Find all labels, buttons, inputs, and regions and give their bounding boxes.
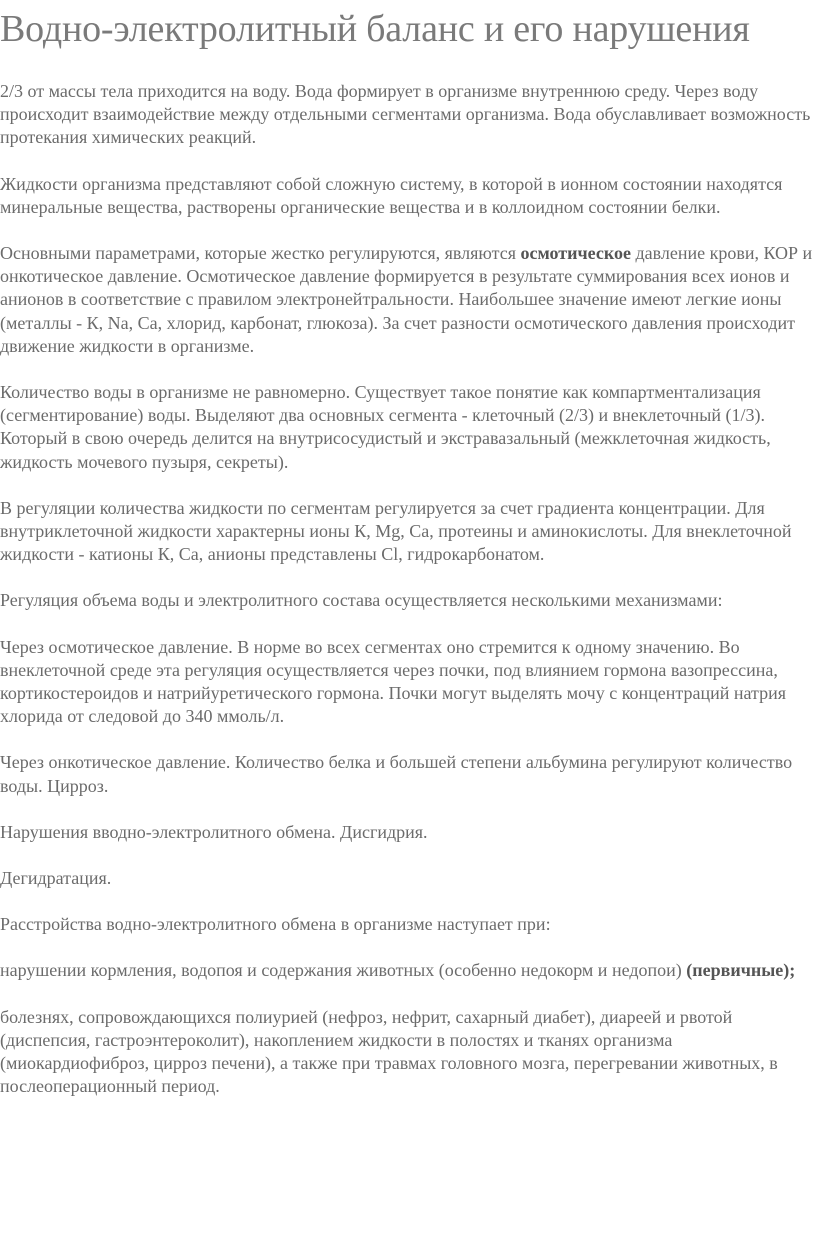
paragraph	[0, 1006, 816, 1099]
paragraph	[0, 242, 816, 358]
paragraph-text: Расстройства водно-электролитного обмена в организме наступает при:	[0, 914, 551, 935]
paragraph	[0, 821, 816, 844]
paragraph-text: Нарушения вводно-электролитного обмена. Дисгидрия.	[0, 821, 428, 842]
paragraph	[0, 173, 816, 219]
paragraph	[0, 959, 816, 982]
paragraph	[0, 913, 816, 936]
paragraph-text: Через осмотическое давление. В норме во всех сегментах оно стремится к одному значению. Во внеклеточной среде эта регуляция осуществляется через почки, под влиянием гормона вазопрессина, кортикостероидов и натрийуретического гормона. Почки могут выделять мочу с концентраций натрия хлорида от следовой до 340 ммоль/л.	[0, 636, 787, 727]
paragraph-text: Количество воды в организме не равномерно. Существует такое понятие как компартментализация (сегментирование) воды. Выделяют два основных сегмента - клеточный (2/3) и внеклеточный (1/3). Который в свою очередь делится на внутрисосудистый и экстравазальный (межклеточная жидкость, жидкость мочевого пузыря, секреты).	[0, 382, 771, 472]
paragraph-text: Регуляция объема воды и электролитного состава осуществляется несколькими механизмами:	[0, 590, 723, 611]
paragraph	[0, 636, 816, 729]
paragraph-text: Через онкотическое давление. Количество белка и большей степени альбумина регулируют количество воды. Цирроз.	[0, 752, 793, 796]
paragraph	[0, 589, 816, 612]
paragraph-text: В регуляции количества жидкости по сегментам регулируется за счет градиента концентрации. Для внутриклеточной жидкости характерны ионы К, Mg, Са, протеины и аминокислоты. Для внеклеточной жидкости - катионы К, Са, анионы представлены Cl, гидрокарбонатом.	[0, 497, 792, 565]
paragraph-text: Основными параметрами, которые жестко регулируются, являются	[0, 243, 521, 264]
bold-text: (первичные);	[686, 960, 796, 981]
paragraph-text: Жидкости организма представляют собой сложную систему, в которой в ионном состоянии находятся минеральные вещества, растворены органические вещества и в коллоидном состоянии белки.	[0, 173, 783, 217]
paragraph	[0, 751, 816, 797]
bold-text: осмотическое	[520, 243, 631, 264]
paragraph	[0, 381, 816, 474]
paragraph-text: Дегидратация.	[0, 868, 112, 889]
paragraph	[0, 80, 816, 150]
paragraph	[0, 867, 816, 890]
document-title: Водно-электролитный баланс и его нарушения	[0, 8, 750, 50]
paragraph-text: 2/3 от массы тела приходится на воду. Вода формирует в организме внутреннюю среду. Через воду происходит взаимодействие между отдельными сегментами организма. Вода обуславливает возможность протекания химических реакций.	[0, 81, 811, 148]
paragraph	[0, 497, 816, 567]
paragraph-text: нарушении кормления, водопоя и содержания животных (особенно недокорм и недопои)	[0, 960, 687, 981]
paragraph-text: болезнях, сопровождающихся полиурией (нефроз, нефрит, сахарный диабет), диареей и рвотой (диспепсия, гастроэнтероколит), накоплением жидкости в полостях и тканях организма (миокардиофиброз, цирроз печени), а также при травмах головного мозга, перегревании животных, в послеоперационный период.	[0, 1006, 778, 1097]
document-body	[0, 80, 816, 1099]
paragraph-text: давление крови, КОР и онкотическое давление. Осмотическое давление формируется в результате суммирования всех ионов и анионов в соответствие с правилом электронейтральности. Наибольшее значение имеют легкие ионы (металлы - К, Na, Са, хлорид, карбонат, глюкоза). За счет разности осмотического давления происходит движение жидкости в организме.	[0, 243, 813, 356]
